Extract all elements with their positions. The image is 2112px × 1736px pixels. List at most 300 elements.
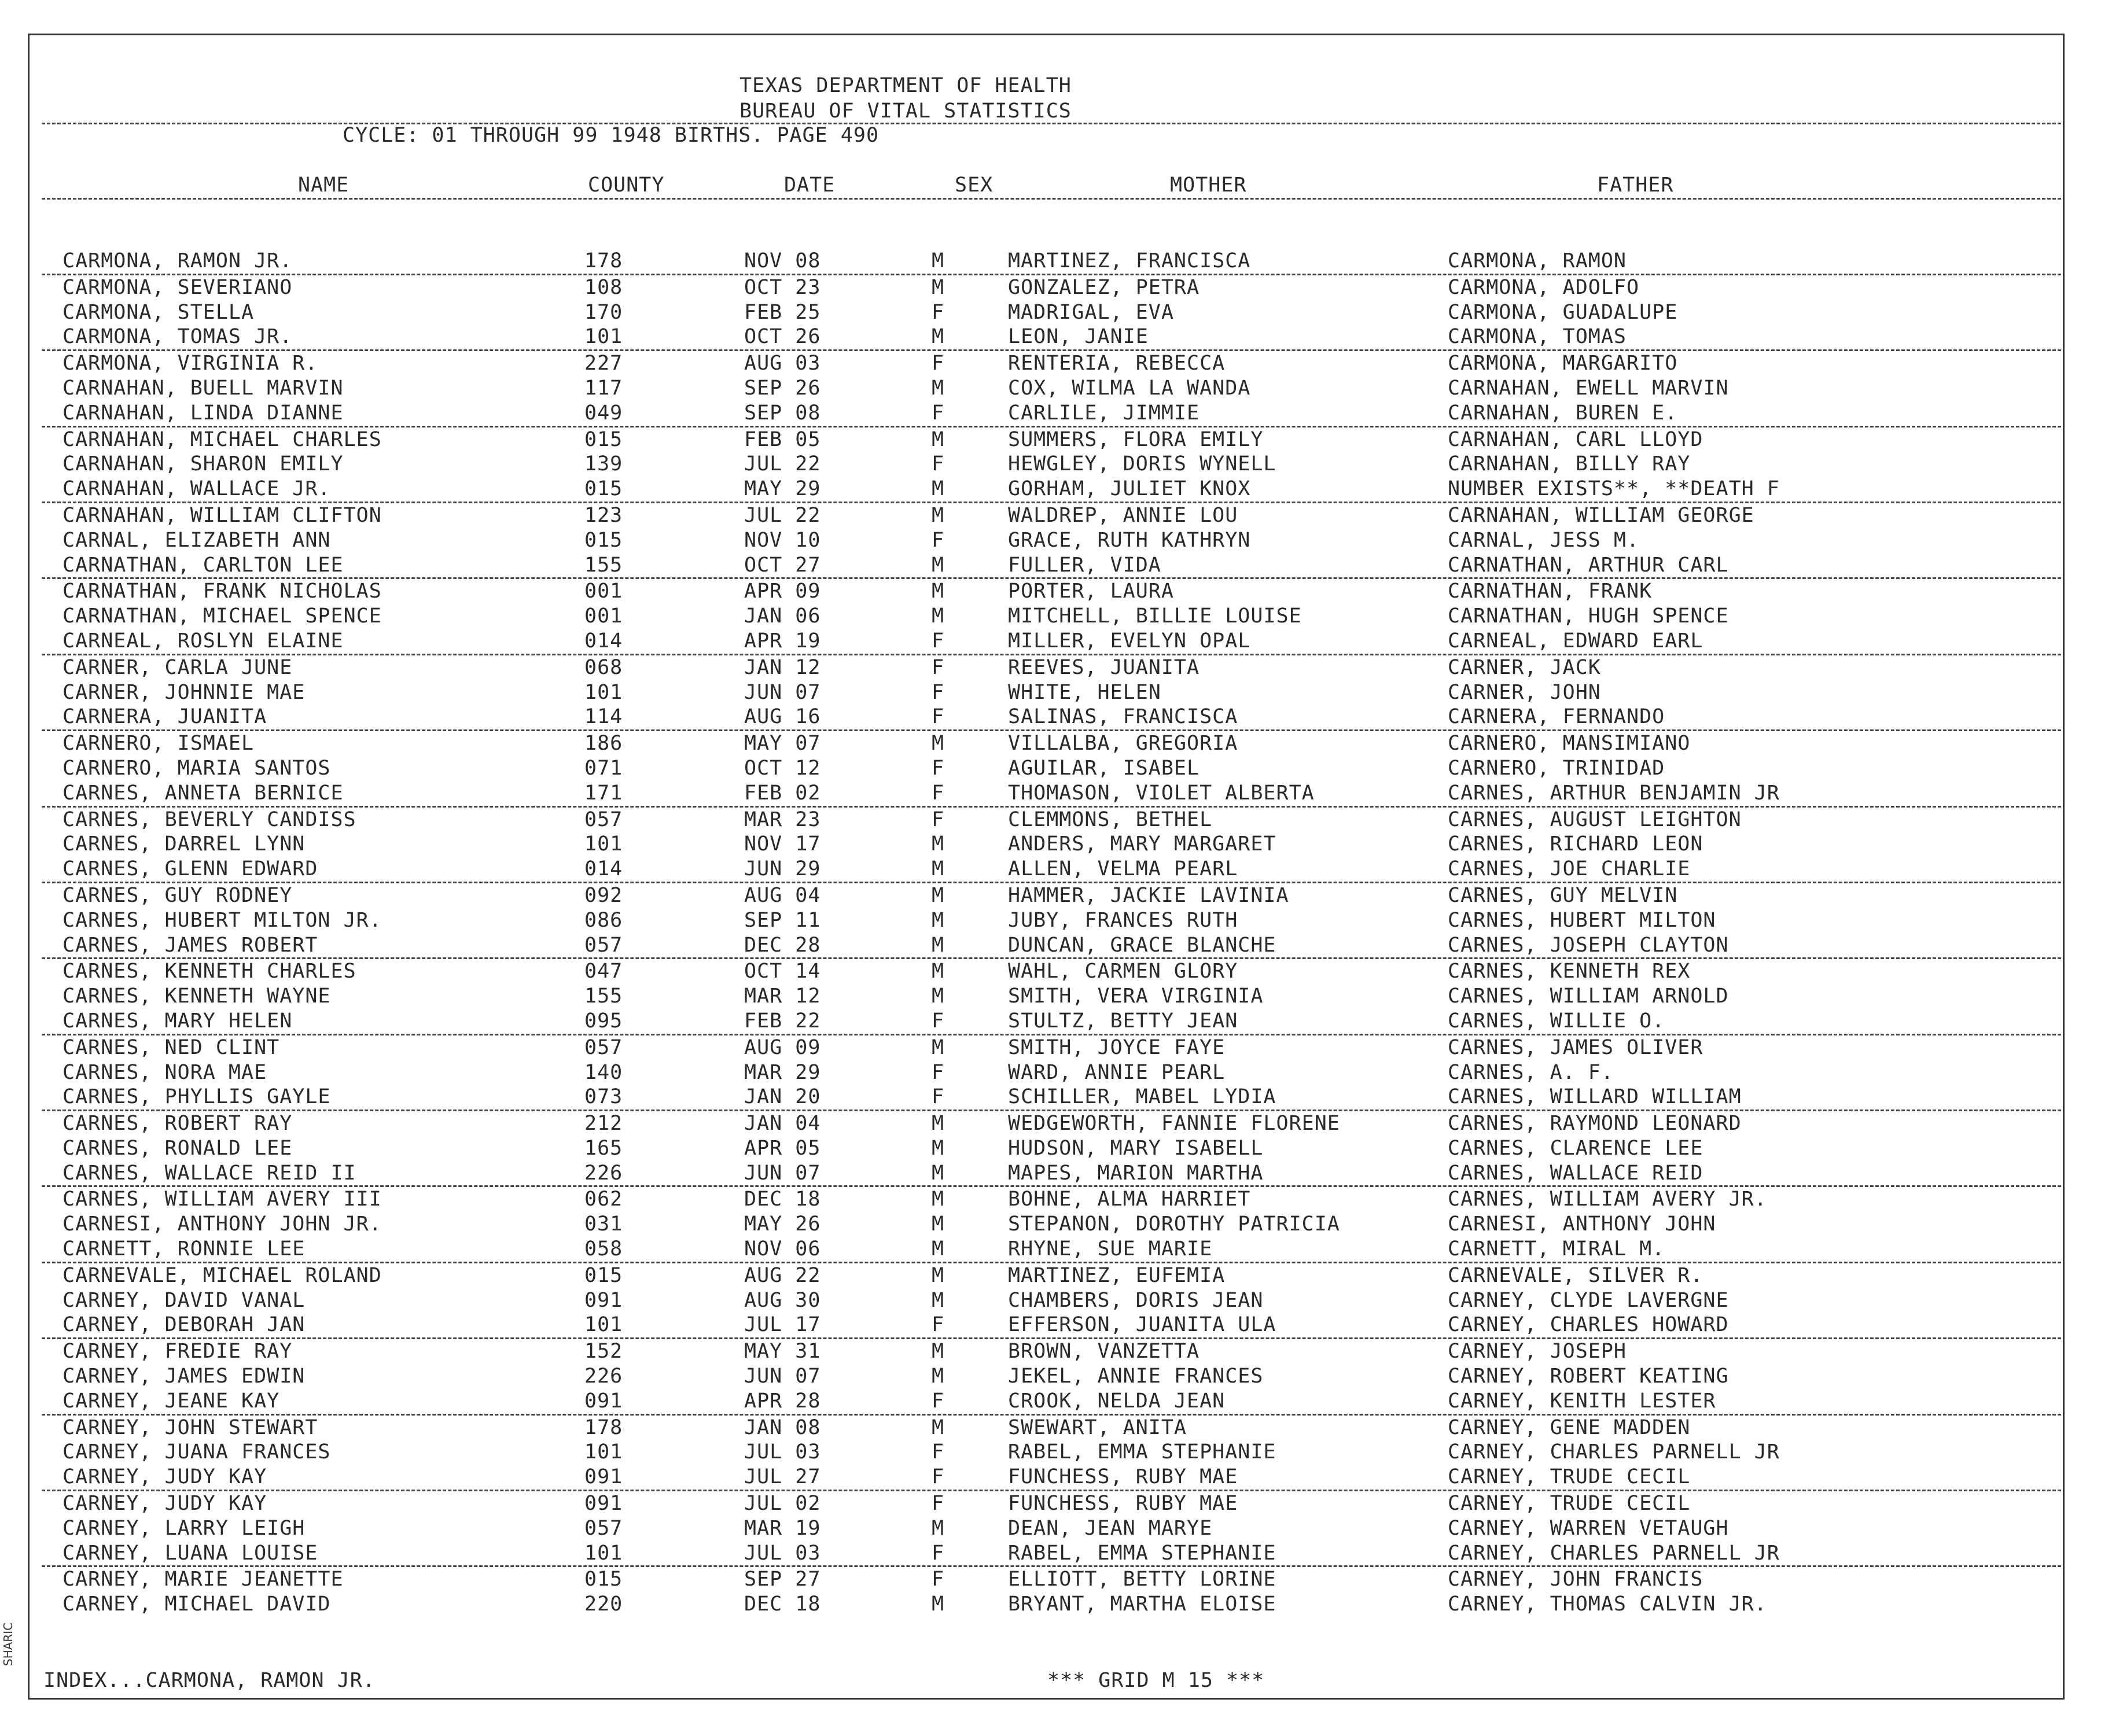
- cell-mother: MILLER, EVELYN OPAL: [1008, 629, 1251, 653]
- cell-mother: WALDREP, ANNIE LOU: [1008, 503, 1238, 527]
- cell-father: CARNES, A. F.: [1448, 1060, 1614, 1084]
- cell-sex: M: [932, 1263, 945, 1287]
- cell-date: MAR 12: [744, 985, 821, 1008]
- cell-father: CARNES, HUBERT MILTON: [1448, 908, 1716, 932]
- cell-county: 091: [584, 1492, 623, 1516]
- cell-county: 139: [584, 452, 623, 476]
- cell-county: 152: [584, 1340, 623, 1363]
- cell-father: CARNES, JOSEPH CLAYTON: [1448, 933, 1729, 957]
- cell-sex: M: [932, 985, 945, 1008]
- cell-sex: M: [932, 1516, 945, 1540]
- cell-mother: MARTINEZ, EUFEMIA: [1008, 1263, 1226, 1287]
- cell-mother: RABEL, EMMA STEPHANIE: [1008, 1541, 1276, 1565]
- cell-sex: F: [932, 1568, 945, 1591]
- cell-county: 155: [584, 553, 623, 577]
- cell-date: APR 19: [744, 629, 821, 653]
- cell-mother: HUDSON, MARY ISABELL: [1008, 1136, 1264, 1160]
- cell-date: AUG 22: [744, 1263, 821, 1287]
- cell-county: 015: [584, 1568, 623, 1591]
- cell-date: APR 05: [744, 1136, 821, 1160]
- table-row: [42, 1313, 2061, 1339]
- cell-county: 057: [584, 808, 623, 831]
- birth-records-table: [0, 249, 2112, 1617]
- table-row: [0, 1288, 2112, 1313]
- cell-father: CARNEY, CLYDE LAVERGNE: [1448, 1288, 1729, 1312]
- cell-name: CARNATHAN, MICHAEL SPENCE: [62, 605, 382, 628]
- table-row: [0, 655, 2112, 680]
- cell-sex: F: [932, 1389, 945, 1413]
- cell-name: CARNES, KENNETH CHARLES: [62, 960, 356, 983]
- cell-county: 058: [584, 1237, 623, 1261]
- table-row: [0, 1035, 2112, 1060]
- cell-county: 226: [584, 1161, 623, 1185]
- table-row: [0, 832, 2112, 857]
- cell-mother: ANDERS, MARY MARGARET: [1008, 832, 1276, 856]
- cell-father: CARMONA, GUADALUPE: [1448, 300, 1678, 324]
- cell-county: 101: [584, 1440, 623, 1464]
- cell-father: CARNATHAN, FRANK: [1448, 580, 1653, 603]
- cell-name: CARNEY, DAVID VANAL: [62, 1288, 306, 1312]
- cell-sex: M: [932, 275, 945, 299]
- cell-county: 165: [584, 1136, 623, 1160]
- table-row: [42, 249, 2061, 275]
- cell-date: APR 09: [744, 580, 821, 603]
- table-row: [0, 1060, 2112, 1085]
- cell-county: 014: [584, 857, 623, 881]
- cell-date: MAY 07: [744, 732, 821, 755]
- table-row: [0, 808, 2112, 832]
- cell-name: CARNEY, LARRY LEIGH: [62, 1516, 306, 1540]
- cell-sex: F: [932, 1313, 945, 1337]
- cell-father: CARNEY, THOMAS CALVIN JR.: [1448, 1593, 1767, 1616]
- cell-sex: M: [932, 1035, 945, 1059]
- cell-sex: M: [932, 553, 945, 577]
- cell-date: JUL 22: [744, 503, 821, 527]
- cell-mother: VILLALBA, GREGORIA: [1008, 732, 1238, 755]
- cell-father: CARNES, WILLIAM AVERY JR.: [1448, 1188, 1767, 1211]
- cell-date: MAR 29: [744, 1060, 821, 1084]
- cell-name: CARNEY, JOHN STEWART: [62, 1416, 318, 1439]
- cell-father: CARNES, JOE CHARLIE: [1448, 857, 1691, 881]
- cell-date: SEP 08: [744, 401, 821, 425]
- cell-sex: M: [932, 1112, 945, 1136]
- cell-county: 015: [584, 427, 623, 451]
- table-row: [42, 1237, 2061, 1263]
- cell-father: CARNES, CLARENCE LEE: [1448, 1136, 1703, 1160]
- col-sex-header: SEX: [955, 174, 994, 197]
- cell-sex: F: [932, 705, 945, 729]
- cell-father: CARNEY, TRUDE CECIL: [1448, 1465, 1691, 1489]
- table-row: [0, 883, 2112, 908]
- cell-sex: M: [932, 1416, 945, 1439]
- cell-sex: F: [932, 352, 945, 375]
- table-row: [42, 325, 2061, 351]
- cell-mother: LEON, JANIE: [1008, 325, 1149, 349]
- cell-mother: HAMMER, JACKIE LAVINIA: [1008, 883, 1289, 907]
- cell-date: JUL 27: [744, 1465, 821, 1489]
- cell-mother: RABEL, EMMA STEPHANIE: [1008, 1440, 1276, 1464]
- cell-name: CARNESI, ANTHONY JOHN JR.: [62, 1212, 382, 1236]
- cell-mother: REEVES, JUANITA: [1008, 655, 1200, 679]
- cell-father: CARNEY, CHARLES PARNELL JR: [1448, 1541, 1780, 1565]
- table-row: [0, 528, 2112, 553]
- cell-name: CARNAHAN, WALLACE JR.: [62, 477, 331, 501]
- table-row: [0, 427, 2112, 452]
- cell-date: JAN 06: [744, 605, 821, 628]
- cell-date: JUL 03: [744, 1541, 821, 1565]
- cell-county: 015: [584, 528, 623, 552]
- table-row: [42, 705, 2061, 731]
- cell-sex: M: [932, 325, 945, 349]
- footer-index: INDEX...CARMONA, RAMON JR.: [43, 1669, 376, 1692]
- cell-date: FEB 05: [744, 427, 821, 451]
- cell-date: OCT 12: [744, 756, 821, 780]
- cell-date: AUG 09: [744, 1035, 821, 1059]
- cell-date: MAY 29: [744, 477, 821, 501]
- col-date-header: DATE: [784, 174, 836, 197]
- cell-father: CARNATHAN, ARTHUR CARL: [1448, 553, 1729, 577]
- table-row: [0, 756, 2112, 781]
- cell-name: CARNES, ROBERT RAY: [62, 1112, 293, 1136]
- cell-mother: SUMMERS, FLORA EMILY: [1008, 427, 1264, 451]
- cell-name: CARNEY, JUDY KAY: [62, 1492, 267, 1516]
- cell-name: CARNERO, ISMAEL: [62, 732, 255, 755]
- cell-sex: M: [932, 376, 945, 400]
- cell-name: CARNERO, MARIA SANTOS: [62, 756, 331, 780]
- cell-father: CARNAHAN, CARL LLOYD: [1448, 427, 1703, 451]
- cell-county: 057: [584, 933, 623, 957]
- cell-county: 117: [584, 376, 623, 400]
- cell-date: SEP 26: [744, 376, 821, 400]
- cell-mother: MAPES, MARION MARTHA: [1008, 1161, 1264, 1185]
- cell-date: FEB 25: [744, 300, 821, 324]
- table-row: [0, 680, 2112, 705]
- cell-mother: WARD, ANNIE PEARL: [1008, 1060, 1226, 1084]
- cell-mother: GRACE, RUTH KATHRYN: [1008, 528, 1251, 552]
- table-row: [0, 1187, 2112, 1212]
- cell-county: 057: [584, 1035, 623, 1059]
- cell-date: DEC 18: [744, 1593, 821, 1616]
- col-county-header: COUNTY: [588, 174, 665, 197]
- cell-date: FEB 22: [744, 1009, 821, 1033]
- cell-name: CARNES, WALLACE REID II: [62, 1161, 356, 1185]
- cell-sex: M: [932, 933, 945, 957]
- cell-name: CARNEY, MARIE JEANETTE: [62, 1568, 344, 1591]
- column-header-divider: [42, 198, 2061, 200]
- cell-name: CARNES, PHYLLIS GAYLE: [62, 1085, 331, 1109]
- cell-name: CARNES, BEVERLY CANDISS: [62, 808, 356, 831]
- cell-father: CARNEY, WARREN VETAUGH: [1448, 1516, 1729, 1540]
- cell-mother: FUNCHESS, RUBY MAE: [1008, 1465, 1238, 1489]
- cell-county: 068: [584, 655, 623, 679]
- cell-date: JUL 17: [744, 1313, 821, 1337]
- cell-name: CARNEY, MICHAEL DAVID: [62, 1593, 331, 1616]
- side-label: SHARIC: [1, 1622, 15, 1666]
- table-row: [42, 629, 2061, 655]
- cell-name: CARNEVALE, MICHAEL ROLAND: [62, 1263, 382, 1287]
- cell-mother: STEPANON, DOROTHY PATRICIA: [1008, 1212, 1340, 1236]
- cell-sex: M: [932, 1237, 945, 1261]
- table-row: [0, 1111, 2112, 1136]
- cell-sex: M: [932, 1161, 945, 1185]
- table-row: [0, 376, 2112, 401]
- cell-name: CARNAL, ELIZABETH ANN: [62, 528, 331, 552]
- cell-father: CARNESI, ANTHONY JOHN: [1448, 1212, 1716, 1236]
- cell-name: CARNETT, RONNIE LEE: [62, 1237, 306, 1261]
- cell-mother: HEWGLEY, DORIS WYNELL: [1008, 452, 1276, 476]
- cell-date: AUG 04: [744, 883, 821, 907]
- cell-county: 178: [584, 249, 623, 272]
- cell-mother: CARLILE, JIMMIE: [1008, 401, 1200, 425]
- cell-date: AUG 30: [744, 1288, 821, 1312]
- cell-father: CARNETT, MIRAL M.: [1448, 1237, 1665, 1261]
- col-name-header: NAME: [298, 174, 349, 197]
- cell-name: CARNER, JOHNNIE MAE: [62, 680, 306, 704]
- cell-name: CARNAHAN, BUELL MARVIN: [62, 376, 344, 400]
- cell-mother: FULLER, VIDA: [1008, 553, 1161, 577]
- cell-mother: SMITH, VERA VIRGINIA: [1008, 985, 1264, 1008]
- cell-name: CARNATHAN, CARLTON LEE: [62, 553, 344, 577]
- cell-sex: F: [932, 655, 945, 679]
- cell-name: CARNERA, JUANITA: [62, 705, 267, 729]
- cell-date: JUN 29: [744, 857, 821, 881]
- cell-name: CARMONA, SEVERIANO: [62, 275, 293, 299]
- cell-mother: SCHILLER, MABEL LYDIA: [1008, 1085, 1276, 1109]
- cell-sex: M: [932, 960, 945, 983]
- cell-father: CARMONA, ADOLFO: [1448, 275, 1640, 299]
- cell-date: MAY 26: [744, 1212, 821, 1236]
- cell-mother: WAHL, CARMEN GLORY: [1008, 960, 1238, 983]
- cell-father: CARNES, ARTHUR BENJAMIN JR: [1448, 781, 1780, 805]
- header-department: TEXAS DEPARTMENT OF HEALTH: [739, 74, 1072, 97]
- cell-sex: F: [932, 680, 945, 704]
- cell-father: CARNEY, KENITH LESTER: [1448, 1389, 1716, 1413]
- cell-name: CARNEY, LUANA LOUISE: [62, 1541, 318, 1565]
- cell-name: CARNES, WILLIAM AVERY III: [62, 1188, 382, 1211]
- cell-mother: RHYNE, SUE MARIE: [1008, 1237, 1213, 1261]
- table-row: [0, 1491, 2112, 1516]
- cell-father: CARNEY, CHARLES HOWARD: [1448, 1313, 1729, 1337]
- cell-sex: M: [932, 1593, 945, 1616]
- col-mother-header: MOTHER: [1170, 174, 1247, 197]
- table-row: [42, 933, 2061, 960]
- cell-name: CARNEY, DEBORAH JAN: [62, 1313, 306, 1337]
- table-row: [0, 1592, 2112, 1617]
- cell-mother: WEDGEWORTH, FANNIE FLORENE: [1008, 1112, 1340, 1136]
- cell-sex: M: [932, 908, 945, 932]
- cell-sex: F: [932, 808, 945, 831]
- table-row: [0, 1416, 2112, 1440]
- table-row: [42, 1465, 2061, 1491]
- table-row: [42, 1541, 2061, 1568]
- cell-sex: F: [932, 1492, 945, 1516]
- cell-father: CARNATHAN, HUGH SPENCE: [1448, 605, 1729, 628]
- cell-mother: BROWN, VANZETTA: [1008, 1340, 1200, 1363]
- cell-sex: F: [932, 629, 945, 653]
- table-row: [0, 579, 2112, 604]
- cell-sex: F: [932, 452, 945, 476]
- cell-county: 101: [584, 1313, 623, 1337]
- cell-county: 114: [584, 705, 623, 729]
- cell-father: CARNERO, MANSIMIANO: [1448, 732, 1691, 755]
- cell-mother: DEAN, JEAN MARYE: [1008, 1516, 1213, 1540]
- cell-father: CARMONA, MARGARITO: [1448, 352, 1678, 375]
- cell-date: JUL 22: [744, 452, 821, 476]
- cell-name: CARNEY, JAMES EDWIN: [62, 1365, 306, 1388]
- cell-father: CARNAL, JESS M.: [1448, 528, 1640, 552]
- cell-name: CARNES, JAMES ROBERT: [62, 933, 318, 957]
- cell-mother: FUNCHESS, RUBY MAE: [1008, 1492, 1238, 1516]
- cell-sex: M: [932, 857, 945, 881]
- cell-county: 101: [584, 325, 623, 349]
- cell-mother: JEKEL, ANNIE FRANCES: [1008, 1365, 1264, 1388]
- cell-sex: M: [932, 580, 945, 603]
- cell-father: CARNAHAN, BUREN E.: [1448, 401, 1678, 425]
- cell-date: APR 28: [744, 1389, 821, 1413]
- table-row: [0, 1516, 2112, 1541]
- cell-county: 140: [584, 1060, 623, 1084]
- cell-mother: STULTZ, BETTY JEAN: [1008, 1009, 1238, 1033]
- cell-name: CARNES, RONALD LEE: [62, 1136, 293, 1160]
- cell-county: 073: [584, 1085, 623, 1109]
- cell-name: CARNAHAN, MICHAEL CHARLES: [62, 427, 382, 451]
- cell-date: NOV 08: [744, 249, 821, 272]
- cell-father: NUMBER EXISTS**, **DEATH F: [1448, 477, 1780, 501]
- cell-sex: F: [932, 1465, 945, 1489]
- cell-date: NOV 17: [744, 832, 821, 856]
- cell-name: CARMONA, VIRGINIA R.: [62, 352, 318, 375]
- cell-sex: F: [932, 401, 945, 425]
- cell-mother: GORHAM, JULIET KNOX: [1008, 477, 1251, 501]
- cell-father: CARNEY, JOHN FRANCIS: [1448, 1568, 1703, 1591]
- cell-mother: DUNCAN, GRACE BLANCHE: [1008, 933, 1276, 957]
- cell-sex: M: [932, 1136, 945, 1160]
- cell-father: CARNERO, TRINIDAD: [1448, 756, 1665, 780]
- cell-name: CARNES, NORA MAE: [62, 1060, 267, 1084]
- cell-sex: M: [932, 1340, 945, 1363]
- cell-county: 015: [584, 477, 623, 501]
- cell-father: CARNER, JOHN: [1448, 680, 1601, 704]
- cell-mother: WHITE, HELEN: [1008, 680, 1161, 704]
- cell-mother: CLEMMONS, BETHEL: [1008, 808, 1213, 831]
- cell-county: 091: [584, 1288, 623, 1312]
- cell-date: MAY 31: [744, 1340, 821, 1363]
- table-row: [42, 1085, 2061, 1111]
- cell-date: FEB 02: [744, 781, 821, 805]
- cell-date: NOV 06: [744, 1237, 821, 1261]
- cell-name: CARNES, GLENN EDWARD: [62, 857, 318, 881]
- cell-county: 047: [584, 960, 623, 983]
- cell-name: CARNEY, FREDIE RAY: [62, 1340, 293, 1363]
- cell-father: CARNES, RICHARD LEON: [1448, 832, 1703, 856]
- cell-name: CARNER, CARLA JUNE: [62, 655, 293, 679]
- cell-mother: BRYANT, MARTHA ELOISE: [1008, 1593, 1276, 1616]
- table-row: [0, 1567, 2112, 1592]
- cell-mother: JUBY, FRANCES RUTH: [1008, 908, 1238, 932]
- cell-name: CARNES, KENNETH WAYNE: [62, 985, 331, 1008]
- cell-county: 101: [584, 1541, 623, 1565]
- cell-county: 001: [584, 605, 623, 628]
- cell-father: CARNES, JAMES OLIVER: [1448, 1035, 1703, 1059]
- cell-sex: M: [932, 1288, 945, 1312]
- cell-name: CARMONA, STELLA: [62, 300, 255, 324]
- table-row: [0, 275, 2112, 300]
- cell-mother: SMITH, JOYCE FAYE: [1008, 1035, 1226, 1059]
- cell-name: CARNES, HUBERT MILTON JR.: [62, 908, 382, 932]
- cell-date: JAN 04: [744, 1112, 821, 1136]
- cell-county: 057: [584, 1516, 623, 1540]
- table-row: [0, 1364, 2112, 1389]
- cell-date: OCT 23: [744, 275, 821, 299]
- cell-mother: SALINAS, FRANCISCA: [1008, 705, 1238, 729]
- table-row: [0, 1136, 2112, 1161]
- cell-date: JAN 20: [744, 1085, 821, 1109]
- cell-county: 095: [584, 1009, 623, 1033]
- cell-sex: M: [932, 1188, 945, 1211]
- cell-name: CARNEY, JUANA FRANCES: [62, 1440, 331, 1464]
- cell-father: CARNEY, JOSEPH: [1448, 1340, 1627, 1363]
- cell-mother: CHAMBERS, DORIS JEAN: [1008, 1288, 1264, 1312]
- cell-county: 001: [584, 580, 623, 603]
- table-row: [42, 477, 2061, 503]
- cell-sex: M: [932, 832, 945, 856]
- cell-county: 092: [584, 883, 623, 907]
- cell-date: DEC 28: [744, 933, 821, 957]
- table-row: [0, 959, 2112, 984]
- cell-date: JUL 03: [744, 1440, 821, 1464]
- cell-county: 049: [584, 401, 623, 425]
- cell-name: CARMONA, TOMAS JR.: [62, 325, 293, 349]
- cell-county: 101: [584, 680, 623, 704]
- table-row: [0, 351, 2112, 376]
- cell-sex: M: [932, 477, 945, 501]
- cell-father: CARNES, WILLARD WILLIAM: [1448, 1085, 1742, 1109]
- cell-date: JUN 07: [744, 680, 821, 704]
- cell-mother: EFFERSON, JUANITA ULA: [1008, 1313, 1276, 1337]
- cell-father: CARNES, KENNETH REX: [1448, 960, 1691, 983]
- cell-sex: F: [932, 300, 945, 324]
- cell-county: 031: [584, 1212, 623, 1236]
- table-row: [0, 604, 2112, 629]
- cell-father: CARNER, JACK: [1448, 655, 1601, 679]
- cell-county: 171: [584, 781, 623, 805]
- cell-county: 220: [584, 1593, 623, 1616]
- table-row: [0, 503, 2112, 528]
- cell-father: CARNEAL, EDWARD EARL: [1448, 629, 1703, 653]
- cell-date: JUL 02: [744, 1492, 821, 1516]
- cell-father: CARMONA, RAMON: [1448, 249, 1627, 272]
- cell-date: SEP 11: [744, 908, 821, 932]
- cell-name: CARNES, NED CLINT: [62, 1035, 280, 1059]
- cell-sex: M: [932, 1212, 945, 1236]
- cell-mother: CROOK, NELDA JEAN: [1008, 1389, 1226, 1413]
- cell-date: MAR 19: [744, 1516, 821, 1540]
- cell-mother: ALLEN, VELMA PEARL: [1008, 857, 1238, 881]
- table-row: [0, 452, 2112, 477]
- cell-county: 108: [584, 275, 623, 299]
- cell-sex: F: [932, 1085, 945, 1109]
- cell-mother: BOHNE, ALMA HARRIET: [1008, 1188, 1251, 1211]
- cell-mother: GONZALEZ, PETRA: [1008, 275, 1200, 299]
- cell-sex: M: [932, 732, 945, 755]
- cell-sex: F: [932, 756, 945, 780]
- table-row: [0, 908, 2112, 933]
- cell-name: CARNES, MARY HELEN: [62, 1009, 293, 1033]
- table-row: [42, 857, 2061, 883]
- cell-date: AUG 03: [744, 352, 821, 375]
- cell-name: CARNAHAN, WILLIAM CLIFTON: [62, 503, 382, 527]
- table-row: [0, 1440, 2112, 1465]
